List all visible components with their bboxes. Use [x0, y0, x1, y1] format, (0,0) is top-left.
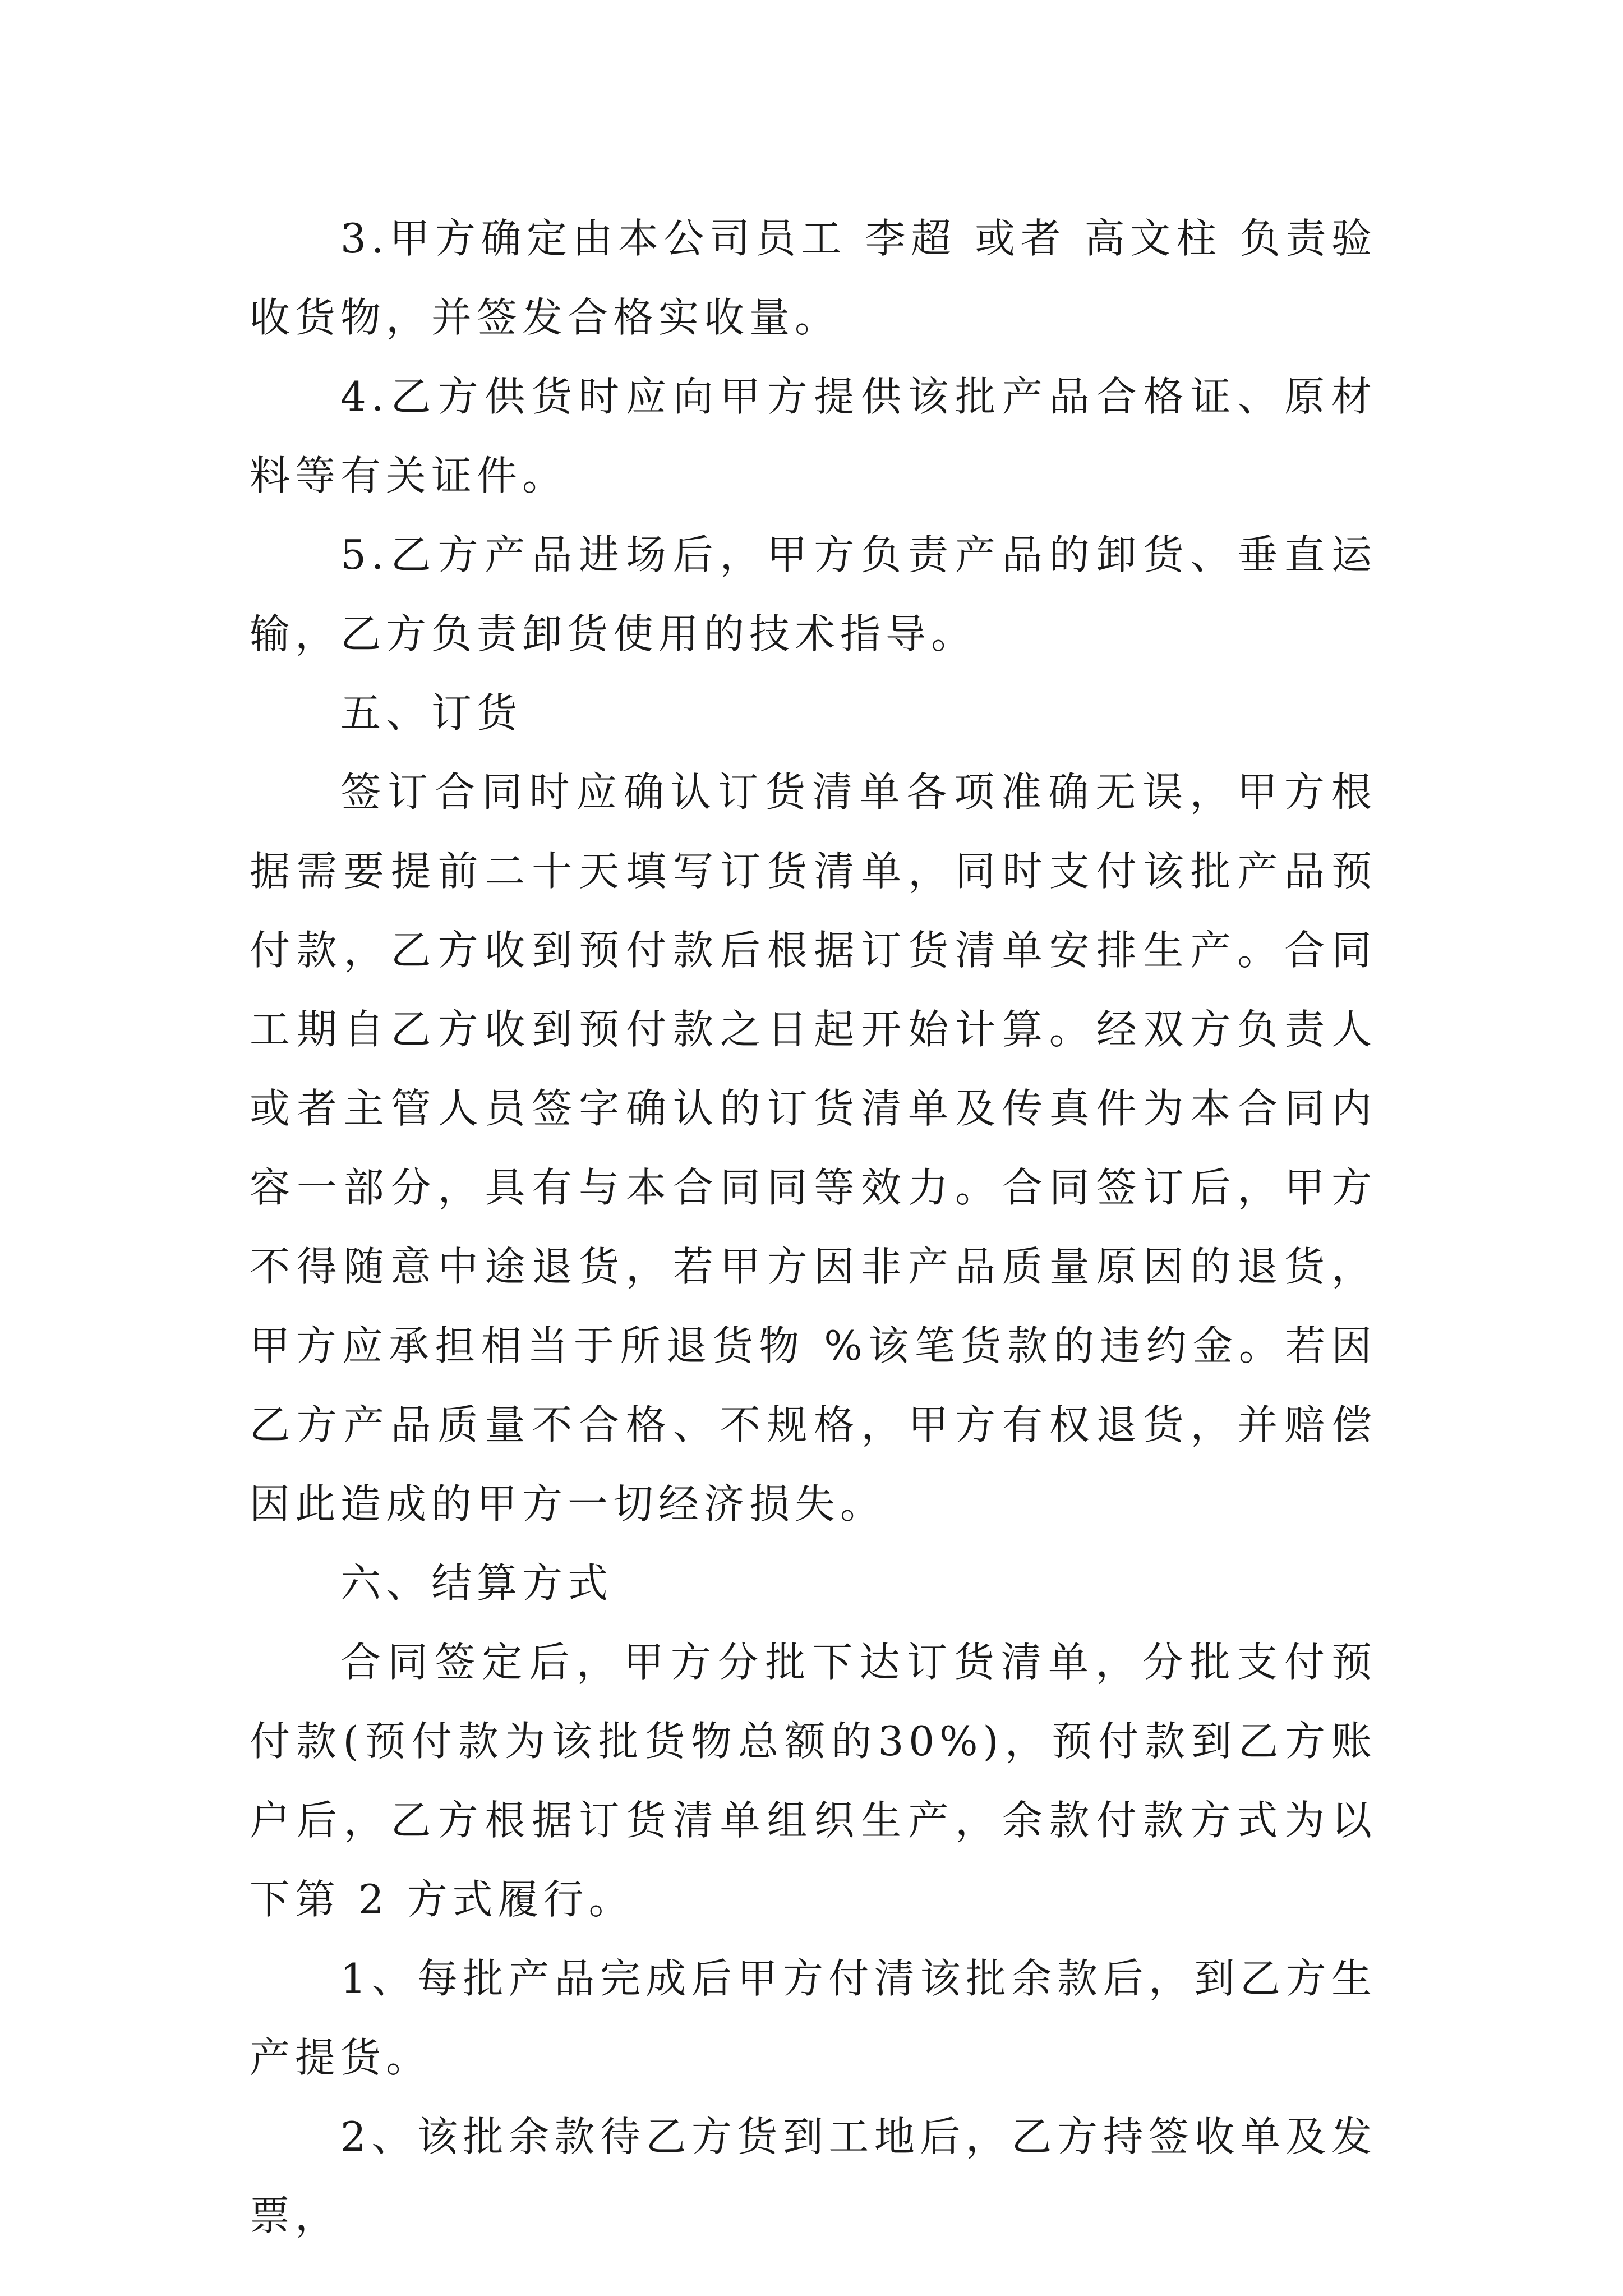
clause-3-acceptance: 3.甲方确定由本公司员工 李超 或者 高文柱 负责验收货物，并签发合格实收量。: [250, 215, 1377, 341]
settlement-paragraph: 合同签定后，甲方分批下达订货清单，分批支付预付款(预付款为该批货物总额的30%)，预付款到乙方账户后，乙方根据订货清单组织生产，余款付款方式为以下第 2 方式履行。: [250, 1639, 1377, 1923]
clause-4-certificates: 4.乙方供货时应向甲方提供该批产品合格证、原材料等有关证件。: [250, 373, 1377, 499]
clause-5-unloading: 5.乙方产品进场后，甲方负责产品的卸货、垂直运输，乙方负责卸货使用的技术指导。: [250, 531, 1377, 657]
ordering-paragraph: 签订合同时应确认订货清单各项准确无误，甲方根据需要提前二十天填写订货清单，同时支付该批产品预付款，乙方收到预付款后根据订货清单安排生产。合同工期自乙方收到预付款之日起开始计算。经双方负责人或者主管人员签字确认的订货清单及传真件为本合同内容一部分，具有与本合同同等效力。合同签订后，甲方不得随意中途退货，若甲方因非产品质量原因的退货，甲方应承担相当于所退货物 %该笔货款的违约金。若因乙方产品质量不合格、不规格，甲方有权退货，并赔偿因此造成的甲方一切经济损失。: [250, 769, 1377, 1527]
document-body: [250, 199, 1377, 2256]
settlement-option-1: 1、每批产品完成后甲方付清该批余款后，到乙方生产提货。: [250, 1955, 1377, 2081]
settlement-option-2: 2、该批余款待乙方货到工地后，乙方持签收单及发票，: [250, 2113, 1377, 2239]
section-heading-ordering: 五、订货: [340, 689, 523, 737]
section-heading-settlement: 六、结算方式: [340, 1559, 614, 1607]
